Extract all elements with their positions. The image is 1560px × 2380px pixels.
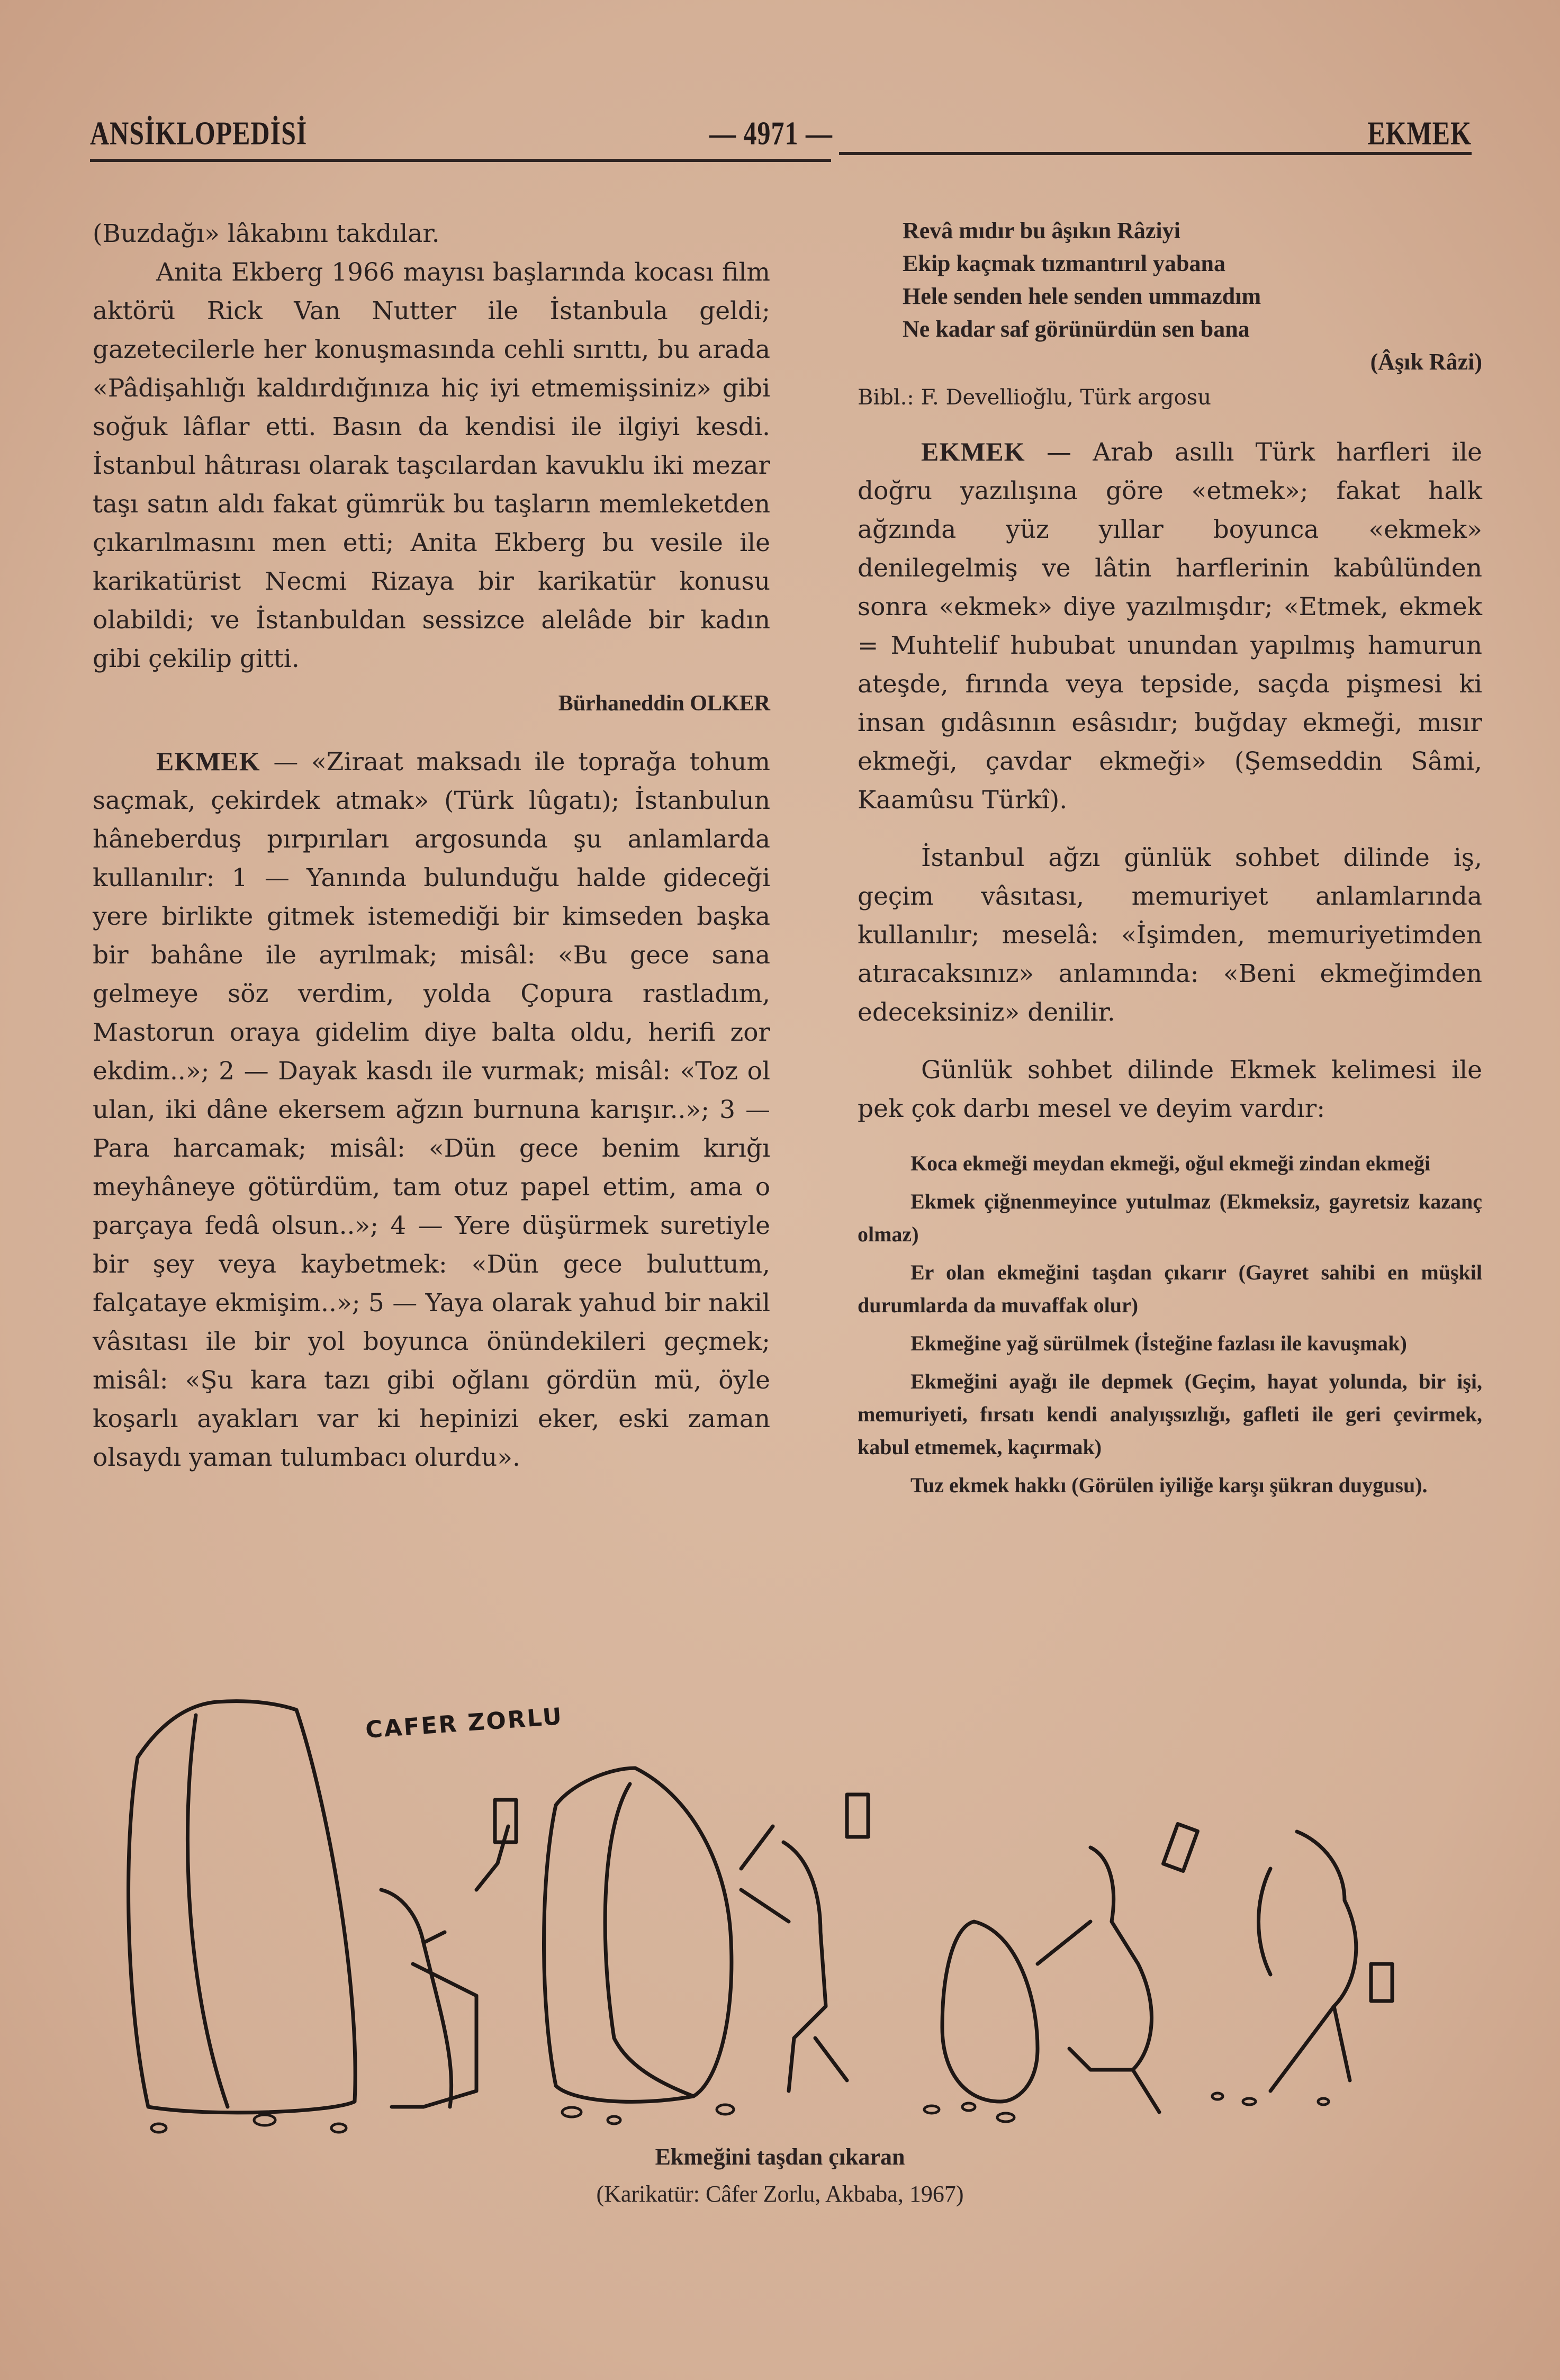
header-rule-left: [90, 159, 831, 162]
cartoon-caption: [0, 2139, 1560, 2213]
header-rule-right: [839, 152, 1472, 155]
header-title: ANSİKLOPEDİSİ: [90, 114, 308, 152]
proverb-item: Er olan ekmeğini taşdan çıkarır (Gayret sahibi en müşkil durumlarda da muvaffak olur): [858, 1260, 1482, 1317]
proverb-item: Ekmeğini ayağı ile depmek (Geçim, hayat yolunda, bir işi, memuriyeti, fırsatı kendi analyışsızlığı, gafleti ile geri çevirmek, kabul etmemek, kaçırmak): [858, 1369, 1482, 1459]
header-entry: EKMEK: [1367, 114, 1472, 152]
running-header: [90, 114, 1472, 156]
entry-body: — Arab asıllı Türk harfleri ile doğru yazılışına göre «etmek»; fakat halk ağzında yüz yıllar boyunca «ekmek» denilegelmiş ve lâtin harflerinin kabûlünden sonra «ekmek» diye yazılmışdır; «Etmek, ekmek = Muhtelif hububat unundan yapılmış hamurun ateşde, fırında veya tepside, saçda pişmesi ki insan gıdâsının esâsıdır; buğday ekmeği, mısır ekmeği, çavdar ekmeği» (Şemseddin Sâmi, Kaamûsu Türkî).: [858, 438, 1482, 815]
stone-medium: [544, 1768, 732, 2102]
cartoon-illustration: [106, 1667, 1482, 2144]
paragraph-istanbul-usage: İstanbul ağzı günlük sohbet dilinde iş, geçim vâsıtası, memuriyet anlamlarında kullanılır; meselâ: «İşimden, memuriyetimden atıracaksınız» anlamında: «Beni ekmeğimden edeceksiniz» denilir.: [858, 843, 1482, 1027]
entry-ekmek-bread: [858, 432, 1482, 819]
paragraph-anita-ekberg: Anita Ekberg 1966 mayısı başlarında kocası film aktörü Rick Van Nutter ile İstanbula geldi; gazetecilerle her konuşmasında cehli sırıttı, bu arada «Pâdişahlığı kaldırdığınıza hiç iyi etmemişsiniz» gibi soğuk lâflar etti. Basın da kendisi ile ilgiyi kesdi. İstanbul hâtırası olarak taşcılardan kavuklu iki mezar taşı satın aldı fakat gümrük bu taşların memleketden çıkarılmasını men etti; Anita Ekberg bu vesile ile karikatürist Necmi Rizaya bir karikatür konusu olabildi; ve İstanbuldan sessizce alelâde bir kadın gibi çekilip gitti.: [93, 258, 770, 673]
poem-line: Ekip kaçmak tızmantırıl yabana: [903, 250, 1225, 276]
proverb-item: Koca ekmeği meydan ekmeği, oğul ekmeği zindan ekmeği: [910, 1151, 1431, 1175]
worker-1: [381, 1826, 508, 2107]
hammer-4: [1371, 1964, 1392, 2001]
stone-small: [942, 1922, 1038, 2102]
stone-tall-edge: [187, 1715, 228, 2107]
poem: [858, 214, 1482, 378]
bibliography: Bibl.: F. Devellioğlu, Türk argosu: [858, 385, 1211, 410]
page-number: — 4971 —: [709, 114, 833, 152]
worker-2: [741, 1826, 847, 2091]
proverb-item: Tuz ekmek hakkı (Görülen iyiliğe karşı şükran duygusu).: [910, 1473, 1428, 1497]
entry-term: EKMEK: [156, 746, 260, 776]
entry-term: EKMEK: [921, 437, 1025, 466]
entry-ekmek-argo: [93, 742, 770, 1477]
paragraph-continuation: (Buzdağı» lâkabını takdılar.: [93, 219, 440, 248]
poem-attribution: (Âşık Râzi): [1370, 349, 1482, 375]
worker-4: [1259, 1832, 1356, 2091]
poem-line: Ne kadar saf görünürdün sen bana: [903, 316, 1250, 342]
hammer-2: [847, 1795, 868, 1837]
right-column: [858, 214, 1482, 1507]
proverb-item: Ekmeğine yağ sürülmek (İsteğine fazlası ile kavuşmak): [910, 1331, 1407, 1355]
proverb-list: [858, 1147, 1482, 1502]
stone-tall: [129, 1701, 356, 2113]
poem-line: Revâ mıdır bu âşıkın Râziyi: [903, 218, 1180, 244]
poem-line: Hele senden hele senden ummazdım: [903, 283, 1261, 309]
artist-signature: CAFER ZORLU: [364, 1703, 564, 1744]
entry-body: — «Ziraat maksadı ile toprağa tohum saçmak, çekirdek atmak» (Türk lûgatı); İstanbulun hâneberduş pırpırıları argosunda şu anlamlarda kullanılır: 1 — Yanında bulunduğu halde gideceği yere birlikte gitmek istemediği bir kimseden başka bir bahâne ile ayrılmak; misâl: «Bu gece sana gelmeye söz verdim, yolda Çopura rastladım, Mastorun oraya gidelim diye balta oldu, herifi zor ekdim..»; 2 — Dayak kasdı ile vurmak; misâl: «Toz ol ulan, iki dâne ekersem ağzın burnuna karışır..»; 3 — Para harcamak; misâl: «Dün gece benim kırığı meyhâneye götürdüm, tam otuz papel ettim, ama o parçaya fedâ olsun..»; 4 — Yere düşürmek suretiyle bir şey veya kaybetmek: «Dün gece buluttum, falçataye ekmişim..»; 5 — Yaya olarak yahud bir nakil vâsıtası ile bir yol boyunca önündekileri geçmek; misâl: «Şu kara tazı gibi oğlanı gördün mü, öyle koşarlı ayakları var ki hepinizi eker, eski zaman olsaydı yaman tulumbacı olurdu».: [93, 747, 770, 1472]
paragraph-proverbs-intro: Günlük sohbet dilinde Ekmek kelimesi ile pek çok darbı mesel ve deyim vardır:: [858, 1056, 1482, 1123]
caption-credit: (Karikatür: Câfer Zorlu, Akbaba, 1967): [596, 2181, 964, 2207]
worker-3: [1038, 1847, 1159, 2112]
stone-medium-face: [605, 1784, 693, 2096]
left-column: [93, 214, 770, 1477]
hammer-3: [1164, 1824, 1198, 1871]
proverb-item: Ekmek çiğnenmeyince yutulmaz (Ekmeksiz, gayretsiz kazanç olmaz): [858, 1189, 1482, 1246]
author-signature: Bürhaneddin OLKER: [558, 691, 770, 716]
caption-title: Ekmeğini taşdan çıkaran: [655, 2144, 905, 2170]
